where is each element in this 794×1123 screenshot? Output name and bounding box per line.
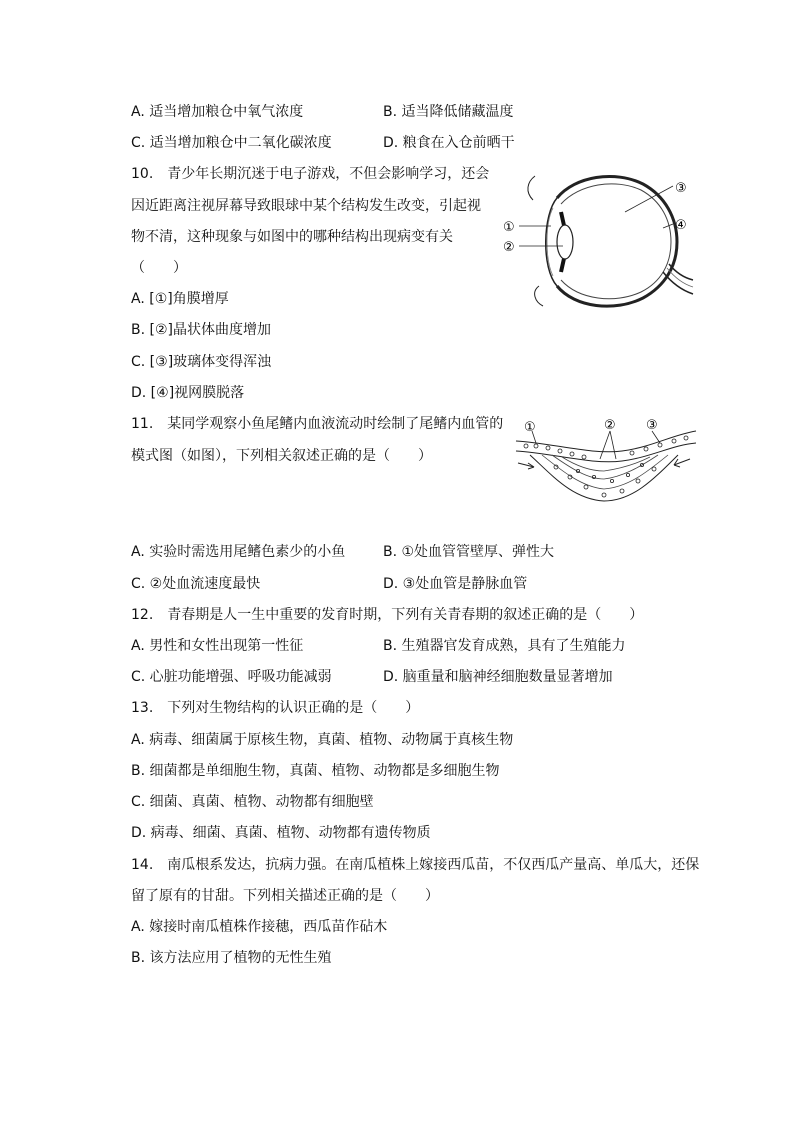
q10-stem-line2: 因近距离注视屏幕导致眼球中某个结构发生改变，引起视 — [131, 198, 481, 214]
q9-option-d: D. 粮食在入仓前晒干 — [383, 135, 515, 151]
eye-label-2: ② — [503, 240, 515, 255]
q14-option-b: B. 该方法应用了植物的无性生殖 — [131, 950, 332, 966]
q10-option-a: A. [①]角膜增厚 — [131, 291, 229, 307]
q13-stem: 13. 下列对生物结构的认识正确的是（ ） — [131, 700, 420, 716]
q9-option-b: B. 适当降低储藏温度 — [383, 104, 514, 120]
q11-stem-line2: 模式图（如图），下列相关叙述正确的是（ ） — [131, 448, 432, 464]
sclera — [557, 176, 677, 306]
q12-option-a: A. 男性和女性出现第一性征 — [131, 638, 304, 654]
q13-option-d: D. 病毒、细菌、真菌、植物、动物都有遗传物质 — [131, 825, 431, 841]
vessel-label-2: ② — [604, 418, 616, 433]
q12-option-c: C. 心脏功能增强、呼吸功能减弱 — [131, 669, 332, 685]
q10-answer-blank: （ ） — [131, 260, 187, 276]
q10-stem-line1: 10. 青少年长期沉迷于电子游戏，不但会影响学习，还会 — [131, 166, 490, 182]
eyelid-upper — [528, 176, 535, 200]
q9-option-a: A. 适当增加粮仓中氧气浓度 — [131, 104, 304, 120]
q14-option-a: A. 嫁接时南瓜植株作接穗，西瓜苗作砧木 — [131, 919, 388, 935]
eye-label-3: ③ — [675, 181, 687, 196]
q10-option-d: D. [④]视网膜脱落 — [131, 385, 245, 401]
q14-stem-line2: 留了原有的甘甜。下列相关描述正确的是（ ） — [131, 888, 439, 904]
q10-stem-line3: 物不清，这种现象与如图中的哪种结构出现病变有关 — [131, 229, 453, 245]
vessel-label-1: ① — [524, 420, 536, 435]
retina — [561, 184, 671, 299]
lens — [557, 225, 573, 259]
q10-option-c: C. [③]玻璃体变得浑浊 — [131, 354, 272, 370]
q13-option-a: A. 病毒、细菌属于原核生物，真菌、植物、动物属于真核生物 — [131, 732, 514, 748]
tail-fin-vessel-diagram — [512, 415, 698, 507]
q12-option-b: B. 生殖器官发育成熟，具有了生殖能力 — [383, 638, 626, 654]
q12-stem: 12. 青春期是人一生中重要的发育时期，下列有关青春期的叙述正确的是（ ） — [131, 607, 644, 623]
q10-option-b: B. [②]晶状体曲度增加 — [131, 322, 271, 338]
eyelid-lower — [535, 286, 543, 306]
eye-diagram — [495, 168, 695, 320]
eye-label-1: ① — [503, 220, 515, 235]
q14-stem-line1: 14. 南瓜根系发达，抗病力强。在南瓜植株上嫁接西瓜苗，不仅西瓜产量高、单瓜大，还保 — [131, 857, 700, 873]
q13-option-c: C. 细菌、真菌、植物、动物都有细胞壁 — [131, 794, 374, 810]
q11-option-d: D. ③处血管是静脉血管 — [383, 576, 528, 592]
q11-option-a: A. 实验时需选用尾鳍色素少的小鱼 — [131, 544, 346, 560]
q13-option-b: B. 细菌都是单细胞生物，真菌、植物、动物都是多细胞生物 — [131, 763, 500, 779]
q11-option-c: C. ②处血流速度最快 — [131, 576, 261, 592]
vessel-label-3: ③ — [646, 418, 658, 433]
q11-stem-line1: 11. 某同学观察小鱼尾鳍内血液流动时绘制了尾鳍内血管的 — [131, 416, 504, 432]
eye-label-4: ④ — [675, 218, 687, 233]
q9-option-c: C. 适当增加粮仓中二氧化碳浓度 — [131, 135, 332, 151]
q11-option-b: B. ①处血管管壁厚、弹性大 — [383, 544, 555, 560]
q12-option-d: D. 脑重量和脑神经细胞数量显著增加 — [383, 669, 613, 685]
